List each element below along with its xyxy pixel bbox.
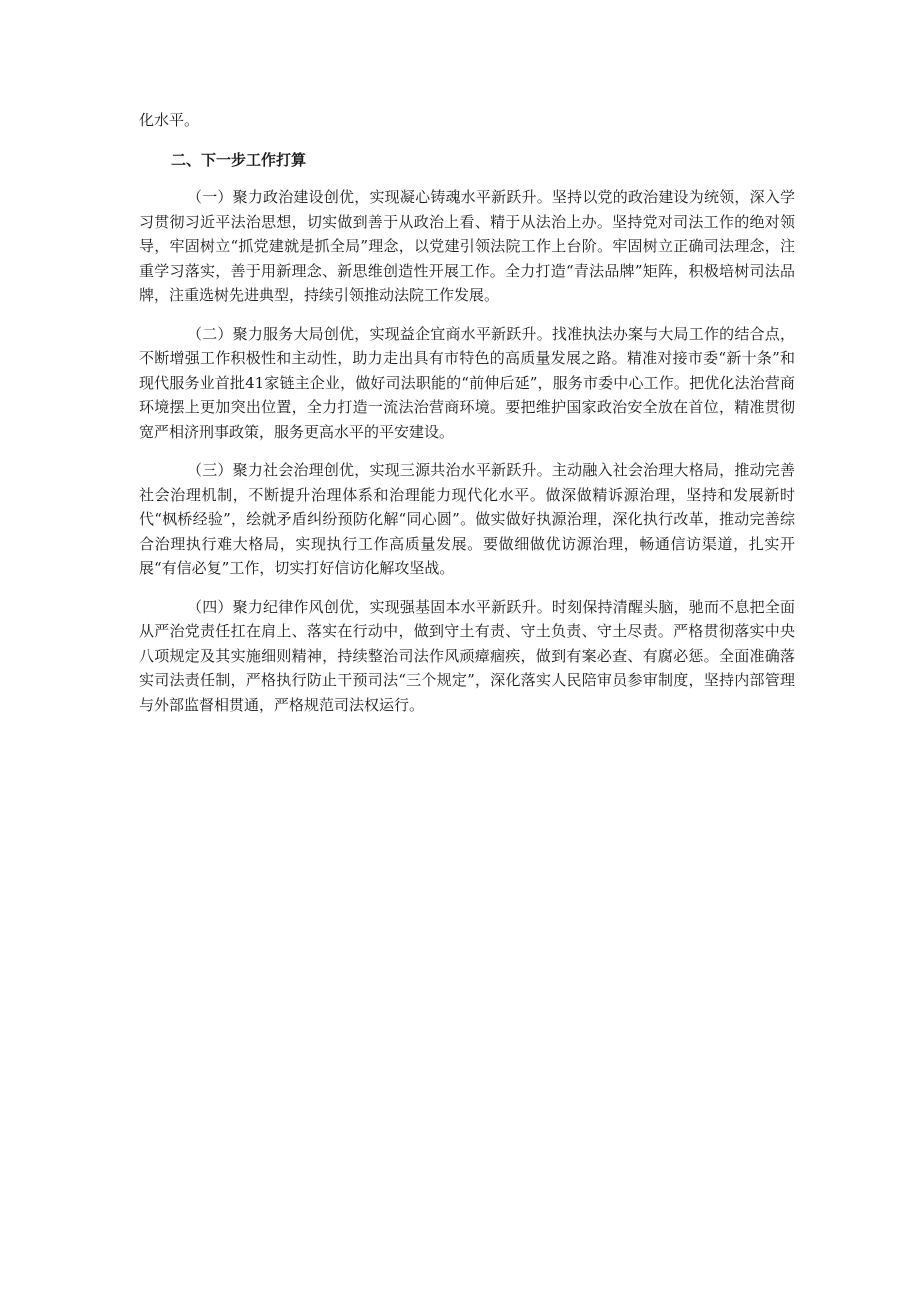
lead-line: 化水平。 (139, 111, 200, 129)
document-body (139, 108, 795, 717)
paragraph-social-governance: （三）聚力社会治理创优，实现三源共治水平新跃升。主动融入社会治理大格局，推动完善社会治理机制，不断提升治理体系和治理能力现代化水平。做深做精诉源治理，坚持和发展新时代“枫桥经验”，绘就矛盾纠纷预防化解“同心圆”。做实做好执源治理，深化执行改革，推动完善综合治理执行难大格局，实现执行工作高质量发展。要做细做优访源治理，畅通信访渠道，扎实开展“有信必复”工作，切实打好信访化解攻坚战。 (139, 461, 795, 577)
paragraph-serve-overall: （二）聚力服务大局创优，实现益企宜商水平新跃升。找准执法办案与大局工作的结合点，不断增强工作积极性和主动性，助力走出具有市特色的高质量发展之路。精准对接市委“新十条”和现代服务业首批41家链主企业，做好司法职能的“前伸后延”，服务市委中心工作。把优化法治营商环境摆上更加突出位置，全力打造一流法治营商环境。要把维护国家政治安全放在首位，精准贯彻宽严相济刑事政策，服务更高水平的平安建设。 (139, 324, 795, 441)
paragraph-political-building: （一）聚力政治建设创优，实现凝心铸魂水平新跃升。坚持以党的政治建设为统领，深入学习贯彻习近平法治思想，切实做到善于从政治上看、精于从法治上办。坚持党对司法工作的绝对领导，牢固树立“抓党建就是抓全局”理念，以党建引领法院工作上台阶。牢固树立正确司法理念，注重学习落实，善于用新理念、新思维创造性开展工作。全力打造“青法品牌”矩阵，积极培树司法品牌，注重选树先进典型，持续引领推动法院工作发展。 (139, 188, 795, 304)
section-heading: 二、下一步工作打算 (171, 150, 307, 169)
paragraph-discipline-style: （四）聚力纪律作风创优，实现强基固本水平新跃升。时刻保持清醒头脑，驰而不息把全面从严治党责任扛在肩上、落实在行动中，做到守土有责、守土负责、守土尽责。严格贯彻落实中央八项规定及其实施细则精神，持续整治司法作风顽瘴痼疾，做到有案必查、有腐必惩。全面准确落实司法责任制，严格执行防止干预司法“三个规定”，深化落实人民陪审员参审制度，坚持内部管理与外部监督相贯通，严格规范司法权运行。 (139, 597, 795, 714)
